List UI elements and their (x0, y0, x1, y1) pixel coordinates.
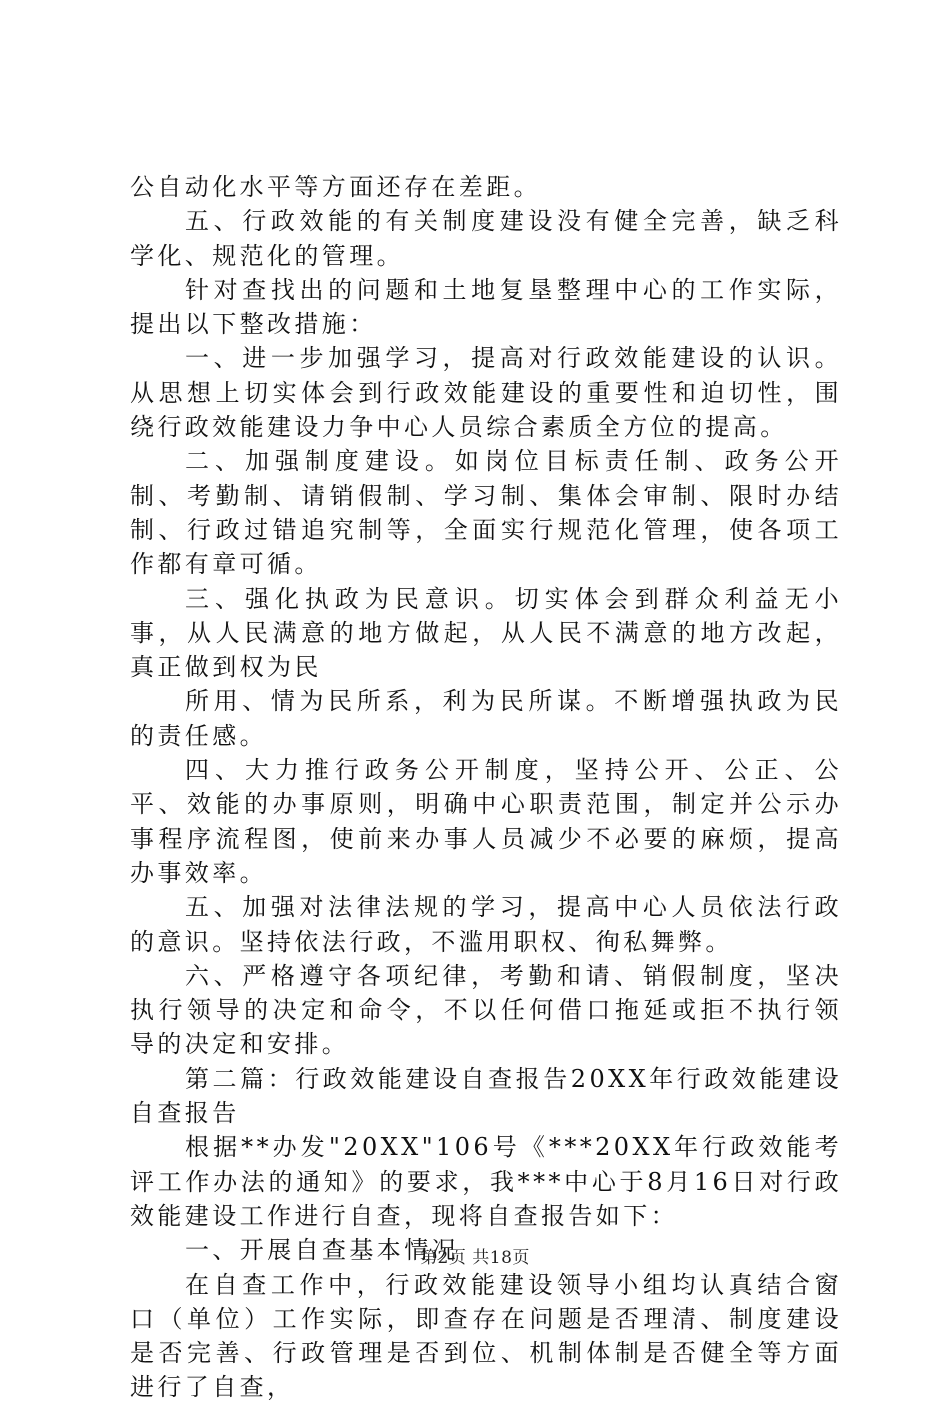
paragraph: 公自动化水平等方面还存在差距。 (130, 173, 541, 201)
paragraph: 一、进一步加强学习，提高对行政效能建设的认识。从思想上切实体会到行政效能建设的重要性和迫切性，围绕行政效能建设力争中心人员综合素质全方位的提高。 (130, 344, 842, 442)
paragraph: 三、强化执政为民意识。切实体会到群众利益无小事，从人民满意的地方做起，从人民不满意的地方改起，真正做到权为民 (130, 584, 842, 682)
paragraph: 五、加强对法律法规的学习，提高中心人员依法行政的意识。坚持依法行政，不滥用职权、徇私舞弊。 (130, 893, 842, 956)
section-heading: 第二篇：行政效能建设自查报告20XX年行政效能建设自查报告 (130, 1064, 842, 1128)
paragraph: 在自查工作中，行政效能建设领导小组均认真结合窗口（单位）工作实际，即查存在问题是否理清、制度建设是否完善、行政管理是否到位、机制体制是否健全等方面进行了自查， (130, 1270, 842, 1402)
paragraph: 五、行政效能的有关制度建设没有健全完善，缺乏科学化、规范化的管理。 (130, 207, 842, 270)
paragraph: 所用、情为民所系，利为民所谋。不断增强执政为民的责任感。 (130, 687, 842, 750)
subsection-heading: 一、开展自查基本情况 (185, 1236, 459, 1265)
paragraph: 二、加强制度建设。如岗位目标责任制、政务公开制、考勤制、请销假制、学习制、集体会审制、限时办结制、行政过错追究制等，全面实行规范化管理，使各项工作都有章可循。 (130, 447, 842, 579)
paragraph: 四、大力推行政务公开制度，坚持公开、公正、公平、效能的办事原则，明确中心职责范围，制定并公示办事程序流程图，使前来办事人员减少不必要的麻烦，提高办事效率。 (130, 756, 842, 887)
page-number-footer: 第2页 共18页 (420, 1248, 530, 1268)
paragraph: 根据**办发"20XX"106号《***20XX年行政效能考评工作办法的通知》的要求，我***中心于8月16日对行政效能建设工作进行自查，现将自查报告如下： (130, 1133, 842, 1230)
paragraph: 针对查找出的问题和土地复垦整理中心的工作实际，提出以下整改措施： (130, 275, 842, 339)
paragraph: 六、严格遵守各项纪律，考勤和请、销假制度，坚决执行领导的决定和命令，不以任何借口拖延或拒不执行领导的决定和安排。 (130, 961, 842, 1059)
document-body (130, 170, 842, 1405)
